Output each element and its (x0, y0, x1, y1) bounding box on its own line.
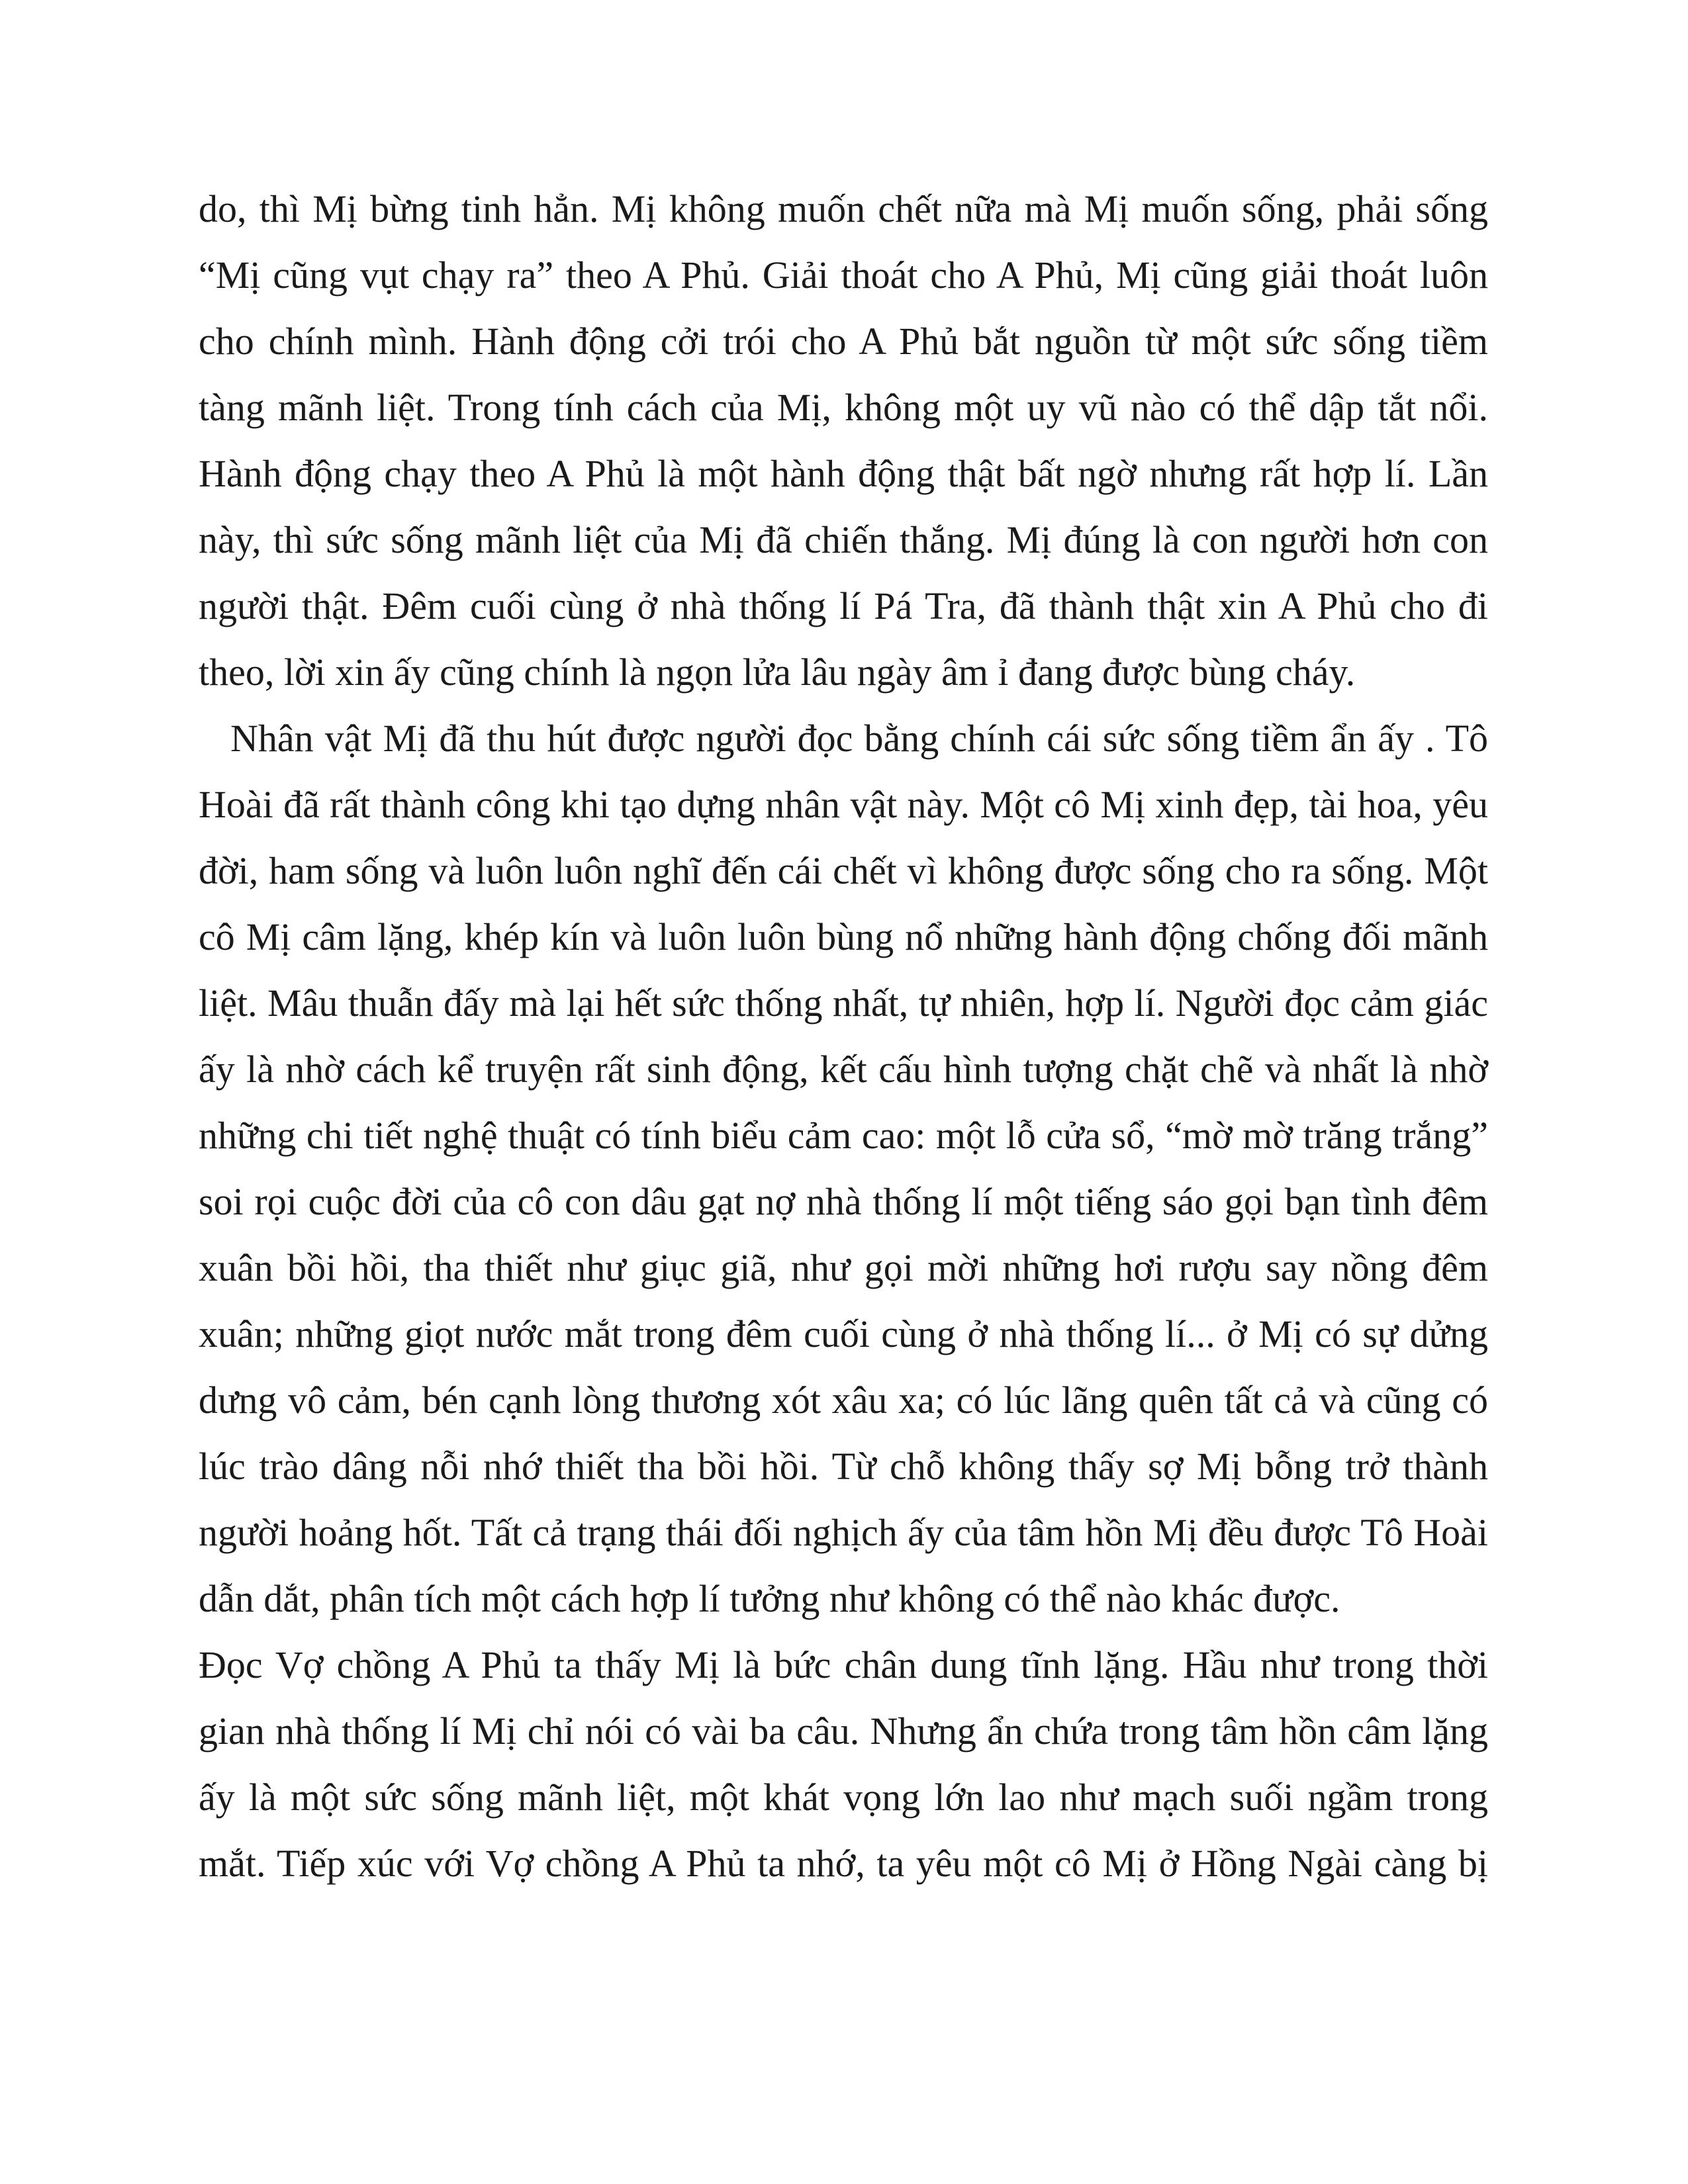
text-line: này, thì sức sống mãnh liệt của Mị đã chiến thắng. Mị đúng là con người hơn con (199, 518, 1488, 561)
text-line: cô Mị câm lặng, khép kín và luôn luôn bùng nổ những hành động chống đối mãnh (199, 915, 1488, 958)
text-line: xuân; những giọt nước mắt trong đêm cuối cùng ở nhà thống lí... ở Mị có sự dửng (199, 1312, 1488, 1355)
text-line: soi rọi cuộc đời của cô con dâu gạt nợ nhà thống lí một tiếng sáo gọi bạn tình đêm (199, 1180, 1488, 1223)
text-line: gian nhà thống lí Mị chỉ nói có vài ba câu. Nhưng ẩn chứa trong tâm hồn câm lặng (199, 1709, 1488, 1752)
text-line: liệt. Mâu thuẫn đấy mà lại hết sức thống nhất, tự nhiên, hợp lí. Người đọc cảm giác (199, 981, 1488, 1024)
text-line: ấy là nhờ cách kể truyện rất sinh động, kết cấu hình tượng chặt chẽ và nhất là nhờ (199, 1048, 1488, 1091)
text-line: Hoài đã rất thành công khi tạo dựng nhân vật này. Một cô Mị xinh đẹp, tài hoa, yêu (199, 783, 1488, 826)
text-line: Đọc Vợ chồng A Phủ ta thấy Mị là bức chân dung tĩnh lặng. Hầu như trong thời (199, 1643, 1488, 1686)
text-line: người thật. Đêm cuối cùng ở nhà thống lí Pá Tra, đã thành thật xin A Phủ cho đi (199, 584, 1488, 627)
text-line: “Mị cũng vụt chạy ra” theo A Phủ. Giải thoát cho A Phủ, Mị cũng giải thoát luôn (199, 253, 1488, 296)
text-line: đời, ham sống và luôn luôn nghĩ đến cái chết vì không được sống cho ra sống. Một (199, 849, 1488, 892)
text-line: dưng vô cảm, bén cạnh lòng thương xót xâu xa; có lúc lãng quên tất cả và cũng có (199, 1379, 1488, 1422)
text-line: tàng mãnh liệt. Trong tính cách của Mị, không một uy vũ nào có thể dập tắt nổi. (199, 386, 1488, 429)
text-line: Nhân vật Mị đã thu hút được người đọc bằng chính cái sức sống tiềm ẩn ấy . Tô (230, 717, 1488, 760)
text-line: Hành động chạy theo A Phủ là một hành động thật bất ngờ nhưng rất hợp lí. Lần (199, 452, 1488, 495)
text-line: dẫn dắt, phân tích một cách hợp lí tưởng như không có thể nào khác được. (199, 1577, 1340, 1620)
paragraph-1 (199, 176, 1488, 705)
text-line: lúc trào dâng nỗi nhớ thiết tha bồi hồi. Từ chỗ không thấy sợ Mị bỗng trở thành (199, 1445, 1488, 1488)
paragraph-2 (199, 705, 1488, 1632)
text-line: do, thì Mị bừng tinh hẳn. Mị không muốn chết nữa mà Mị muốn sống, phải sống (199, 187, 1488, 230)
text-line: người hoảng hốt. Tất cả trạng thái đối nghịch ấy của tâm hồn Mị đều được Tô Hoài (199, 1511, 1488, 1554)
text-line: theo, lời xin ấy cũng chính là ngọn lửa lâu ngày âm ỉ đang được bùng cháy. (199, 651, 1356, 694)
paragraph-3 (199, 1632, 1488, 1897)
text-line: mắt. Tiếp xúc với Vợ chồng A Phủ ta nhớ, ta yêu một cô Mị ở Hồng Ngài càng bị (199, 1842, 1488, 1885)
text-line: cho chính mình. Hành động cởi trói cho A Phủ bắt nguồn từ một sức sống tiềm (199, 320, 1488, 363)
text-line: những chi tiết nghệ thuật có tính biểu cảm cao: một lỗ cửa sổ, “mờ mờ trăng trắng” (199, 1114, 1488, 1157)
text-line: ấy là một sức sống mãnh liệt, một khát vọng lớn lao như mạch suối ngầm trong (199, 1776, 1488, 1819)
text-line: xuân bồi hồi, tha thiết như giục giã, như gọi mời những hơi rượu say nồng đêm (199, 1246, 1488, 1289)
